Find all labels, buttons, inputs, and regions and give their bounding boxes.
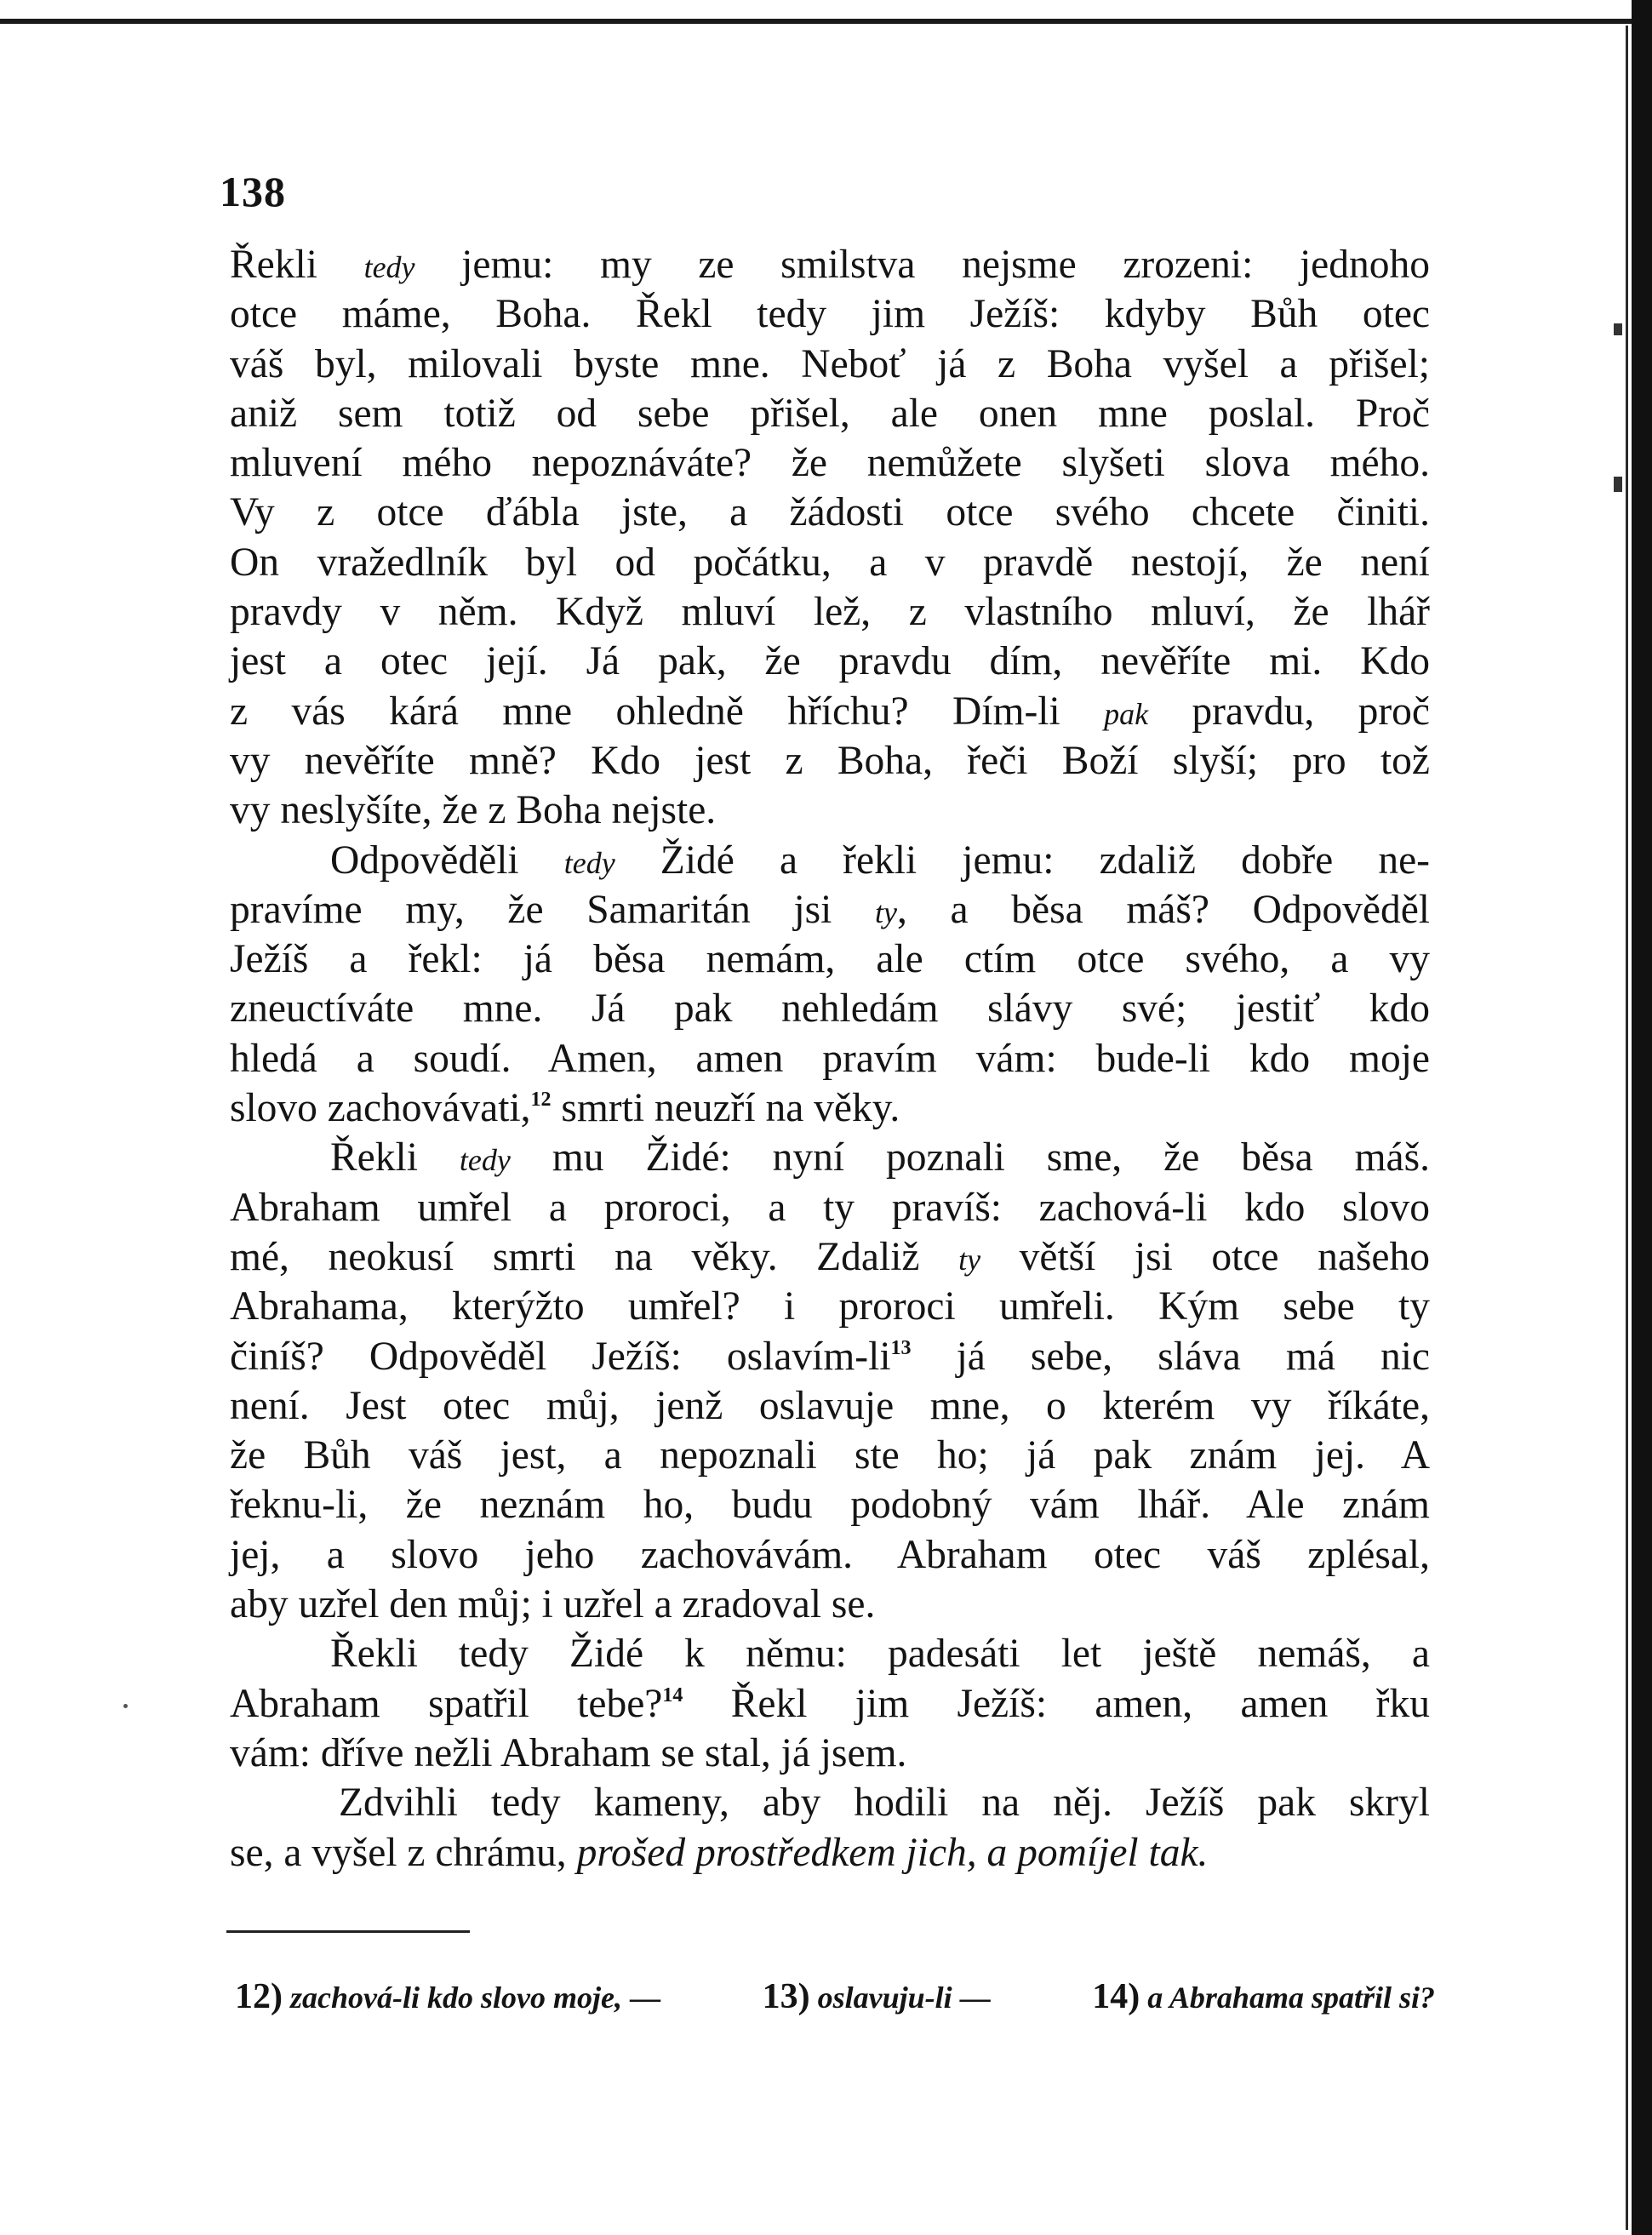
footnote-ref: 13 (890, 1336, 912, 1359)
text-line: Zdvihli tedy kameny, aby hodili na něj. Ježíš pak skryl (339, 1781, 1430, 1826)
page-number: 138 (220, 168, 286, 215)
text-line: mé, neokusí smrti na věky. Zdaliž ty větší jsi otce našeho (230, 1234, 1430, 1279)
text-line: Vy z otce ďábla jste, a žádosti otce svého chcete činiti. (230, 490, 1430, 535)
text-line: zneuctíváte mne. Já pak nehledám slávy své; jestiť kdo (230, 986, 1430, 1032)
text-line: Ježíš a řekl: já běsa nemám, ale ctím otce svého, a vy (230, 937, 1430, 982)
body-text (230, 240, 1430, 1878)
text-line: řeknu-li, že neznám ho, budu podobný vám lhář. Ale znám (230, 1483, 1430, 1528)
text-line: slovo zachovávati,$^{12}$ smrti neuzří na věky. (230, 1086, 900, 1131)
text-line: Řekli tedy Židé k němu: padesáti let ještě nemáš, a (330, 1632, 1430, 1677)
footnote-12: 12) zachová-li kdo slovo moje, — (235, 1977, 660, 2016)
text-line: aniž sem totiž od sebe přišel, ale onen mne poslal. Proč (230, 391, 1430, 436)
page-edge-mark (1614, 323, 1622, 335)
text-line: vám: dříve nežli Abraham se stal, já jsem. (230, 1730, 907, 1775)
text-line: není. Jest otec můj, jenž oslavuje mne, o kterém vy říkáte, (230, 1383, 1430, 1428)
footnotes (235, 1976, 1435, 2017)
text-line: Abraham umřel a proroci, a ty pravíš: zachová-li kdo slovo (230, 1185, 1430, 1230)
text-line: pravíme my, že Samaritán jsi ty, a běsa máš? Odpověděl (230, 887, 1430, 932)
text-line: Abraham spatřil tebe?$^{14}$ Řekl jim Ježíš: amen, amen řku (230, 1681, 1430, 1726)
text-line: hledá a soudí. Amen, amen pravím vám: bude-li kdo moje (230, 1036, 1430, 1081)
page-edge-mark (1614, 477, 1622, 492)
footnote-14: 14) a Abrahama spatřil si? (1092, 1977, 1435, 2016)
footnote-ref: 12 (530, 1089, 552, 1112)
text-line: činíš? Odpověděl Ježíš: oslavím-$li^{13}$ já sebe, sláva má nic (230, 1334, 1430, 1379)
text-line: pravdy v něm. Když mluví lež, z vlastního mluví, že lhář (230, 590, 1430, 635)
text-line: aby uzřel den můj; i uzřel a zradoval se. (230, 1582, 876, 1627)
text-line: mluvení mého nepoznáváte? že nemůžete slyšeti slova mého. (230, 441, 1430, 486)
page-edge-rule (1626, 26, 1628, 2230)
text-line: váš byl, milovali byste mne. Neboť já z Boha vyšel a přišel; (230, 341, 1430, 386)
text-line: Abrahama, kterýžto umřel? i proroci umřeli. Kým sebe ty (230, 1284, 1430, 1329)
text-line: jej, a slovo jeho zachovávám. Abraham otec váš zplésal, (230, 1532, 1430, 1577)
footnote-divider (226, 1930, 470, 1933)
text-line: vy neslyšíte, že z Boha nejste. (230, 788, 717, 833)
footnote-ref: 14 (662, 1683, 683, 1706)
text-line: se, a vyšel z chrámu, prošed prostředkem jich, a pomíjel tak. (230, 1830, 1209, 1875)
text-line: Řekli tedy jemu: my ze smilstva nejsme zrozeni: jednoho (230, 243, 1430, 287)
text-line: On vražedlník byl od počátku, a v pravdě nestojí, že není (230, 540, 1430, 585)
text-line: z vás kárá mne ohledně hříchu? Dím-li pak pravdu, proč (230, 689, 1430, 734)
scan-speck (123, 1704, 128, 1708)
scan-right-border (1632, 0, 1652, 2235)
text-line: Řekli tedy mu Židé: nyní poznali sme, že běsa máš. (330, 1135, 1430, 1180)
text-line: Odpověděli tedy Židé a řekli jemu: zdaliž dobře ne- (330, 837, 1430, 883)
text-line: vy nevěříte mně? Kdo jest z Boha, řeči Boží slyší; pro tož (230, 738, 1430, 783)
footnote-13: 13) oslavuju-li — (762, 1977, 991, 2016)
text-line: otce máme, Boha. Řekl tedy jim Ježíš: kdyby Bůh otec (230, 292, 1430, 337)
text-line: jest a otec její. Já pak, že pravdu dím, nevěříte mi. Kdo (230, 639, 1430, 684)
scan-top-border (0, 19, 1652, 24)
text-line: že Bůh váš jest, a nepoznali ste ho; já pak znám jej. A (230, 1433, 1430, 1478)
